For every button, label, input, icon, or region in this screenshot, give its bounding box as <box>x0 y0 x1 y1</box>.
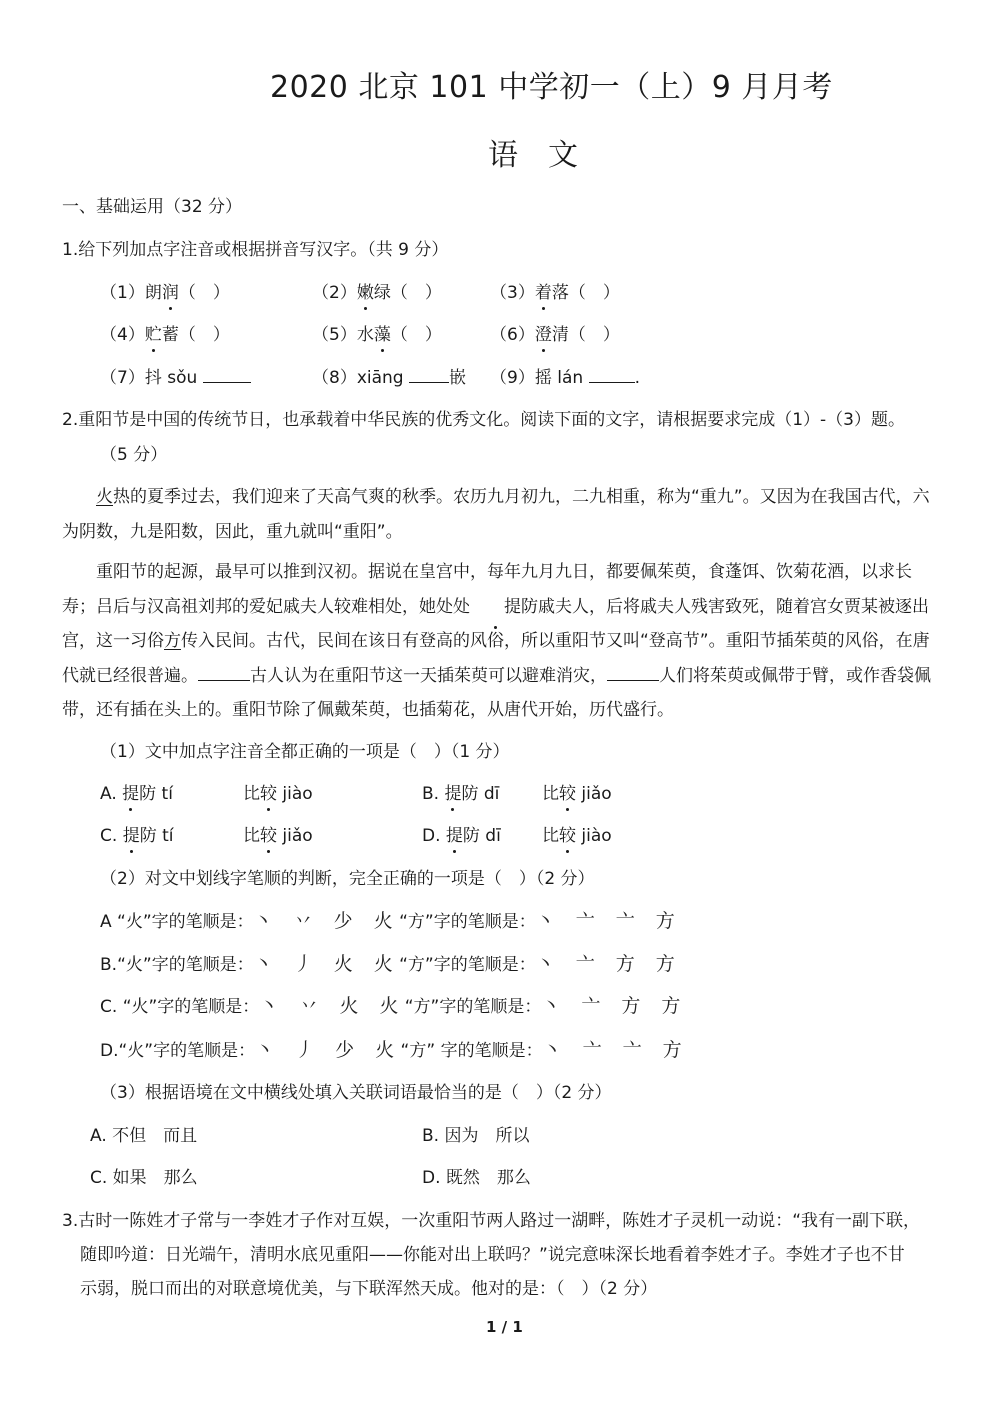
q2-sub3-option-a[interactable]: A. 不但 而且 <box>90 1126 198 1146</box>
q3-line-1: 3.古时一陈姓才子常与一李姓才子作对互娱，一次重阳节两人路过一湖畔，陈姓才子灵机一动说：“我有一副下联， <box>62 1211 921 1231</box>
q1-item-8: （8）xiāng 嵌 <box>312 368 467 388</box>
passage-paragraph-1: 火热的夏季过去，我们迎来了天高气爽的秋季。农历九月初九，二九相重，称为“重九”。又因为在我国古代，六为阴数，九是阳数，因此，重九就叫“重阳”。 <box>62 487 930 542</box>
stroke-order-image: 丶 亠 方 方 <box>541 995 682 1017</box>
passage-paragraph-2: 重阳节的起源，最早可以推到汉初。据说在皇宫中，每年九月九日，都要佩茱萸，食蓬饵、饮菊花酒，以求长寿；吕后与汉高祖刘邦的爱妃戚夫人较难相处，她处处 提防戚夫人，后将戚夫人残害致死，随着宫女贾某被逐出宫，这一习俗方传入民间。古代，民间在该日有登高的风俗，所以重阳节又叫“登高节”。重阳节插茱萸的风俗，在唐代就已经很普遍。 古人认为在重阳节这一天插茱萸可以避难消灾， 人们将茱萸或佩带于臂，或作香袋佩带，还有插在头上的。重阳节除了佩戴茱萸，也插菊花，从唐代开始，历代盛行。 <box>62 562 931 720</box>
stroke-order-image: 丶 丷 少 火 <box>253 910 394 932</box>
stroke-order-image: 丶 丷 火 火 <box>259 995 400 1017</box>
q2-sub3-option-c[interactable]: C. 如果 那么 <box>90 1168 198 1188</box>
q2-sub1-option-a-word2: 比较 jiào <box>243 784 313 804</box>
q1-item-6: （6）澄清（ ） <box>490 325 620 345</box>
q2-sub3-option-b[interactable]: B. 因为 所以 <box>422 1126 530 1146</box>
q2-sub1-option-d-word2: 比较 jiào <box>542 826 612 846</box>
q2-sub2-stem: （2）对文中划线字笔顺的判断，完全正确的一项是（ ）（2 分） <box>100 869 595 889</box>
stroke-order-image: 丶 丿 火 火 <box>253 953 394 975</box>
section-heading: 一、基础运用（32 分） <box>62 197 243 217</box>
q2-sub2-option-c[interactable]: C. “火”字的笔顺是：丶 丷 火 火 “方”字的笔顺是：丶 亠 方 方 <box>100 995 682 1017</box>
q2-sub1-option-c-word2: 比较 jiǎo <box>243 826 313 846</box>
q2-sub1-option-c[interactable]: C. 提防 tí <box>100 826 174 846</box>
subject-title: 语 文 <box>488 138 578 173</box>
q1-item-1: （1）朗润（ ） <box>100 283 230 303</box>
q2-sub2-option-d[interactable]: D.“火”字的笔顺是：丶 丿 少 火 “方” 字的笔顺是：丶 亠 亠 方 <box>100 1039 683 1061</box>
q1-item-5: （5）水藻（ ） <box>312 325 442 345</box>
stroke-order-image: 丶 亠 亠 方 <box>542 1039 683 1061</box>
q2-sub1-option-b[interactable]: B. 提防 dī <box>422 784 500 804</box>
q1-item-4: （4）贮蓄（ ） <box>100 325 230 345</box>
stroke-order-image: 丶 亠 亠 方 <box>535 910 676 932</box>
q3-line-3: 示弱，脱口而出的对联意境优美，与下联浑然天成。他对的是：（ ）（2 分） <box>80 1279 658 1299</box>
q3-line-2: 随即吟道：日光端午，清明水底见重阳——你能对出上联吗？”说完意味深长地看着李姓才子。李姓才子也不甘 <box>80 1245 905 1265</box>
q1-item-2: （2）嫩绿（ ） <box>312 283 442 303</box>
page-number: 1 / 1 <box>486 1318 523 1336</box>
q1-item-7: （7）抖 sǒu <box>100 366 251 390</box>
q2-sub3-stem: （3）根据语境在文中横线处填入关联词语最恰当的是（ ）（2 分） <box>100 1083 612 1103</box>
q2-sub1-stem: （1）文中加点字注音全都正确的一项是（ ）（1 分） <box>100 742 510 762</box>
connective-blank-2[interactable] <box>607 664 659 681</box>
q2-stem: 2.重阳节是中国的传统节日，也承载着中华民族的优秀文化。阅读下面的文字，请根据要求完成（1）-（3）题。 <box>62 410 905 430</box>
q2-sub2-option-a[interactable]: A “火”字的笔顺是：丶 丷 少 火 “方”字的笔顺是：丶 亠 亠 方 <box>100 910 676 932</box>
q2-sub1-option-a[interactable]: A. 提防 tí <box>100 784 173 804</box>
q2-sub1-option-b-word2: 比较 jiǎo <box>542 784 612 804</box>
connective-blank-1[interactable] <box>198 664 250 681</box>
answer-blank[interactable] <box>203 366 251 383</box>
stroke-order-image: 丶 亠 方 方 <box>535 953 676 975</box>
q2-score: （5 分） <box>100 445 168 465</box>
q1-stem: 1.给下列加点字注音或根据拼音写汉字。（共 9 分） <box>62 240 449 260</box>
q2-sub1-option-d[interactable]: D. 提防 dī <box>422 826 501 846</box>
exam-title: 2020 北京 101 中学初一（上）9 月月考 <box>270 70 833 105</box>
q2-sub3-option-d[interactable]: D. 既然 那么 <box>422 1168 531 1188</box>
answer-blank[interactable] <box>589 366 635 383</box>
stroke-order-image: 丶 丿 少 火 <box>255 1039 396 1061</box>
q1-item-9: （9）摇 lán . <box>490 368 640 388</box>
q1-item-3: （3）着落（ ） <box>490 283 620 303</box>
q2-sub2-option-b[interactable]: B.“火”字的笔顺是：丶 丿 火 火 “方”字的笔顺是：丶 亠 方 方 <box>100 953 676 975</box>
answer-blank[interactable] <box>409 366 449 383</box>
